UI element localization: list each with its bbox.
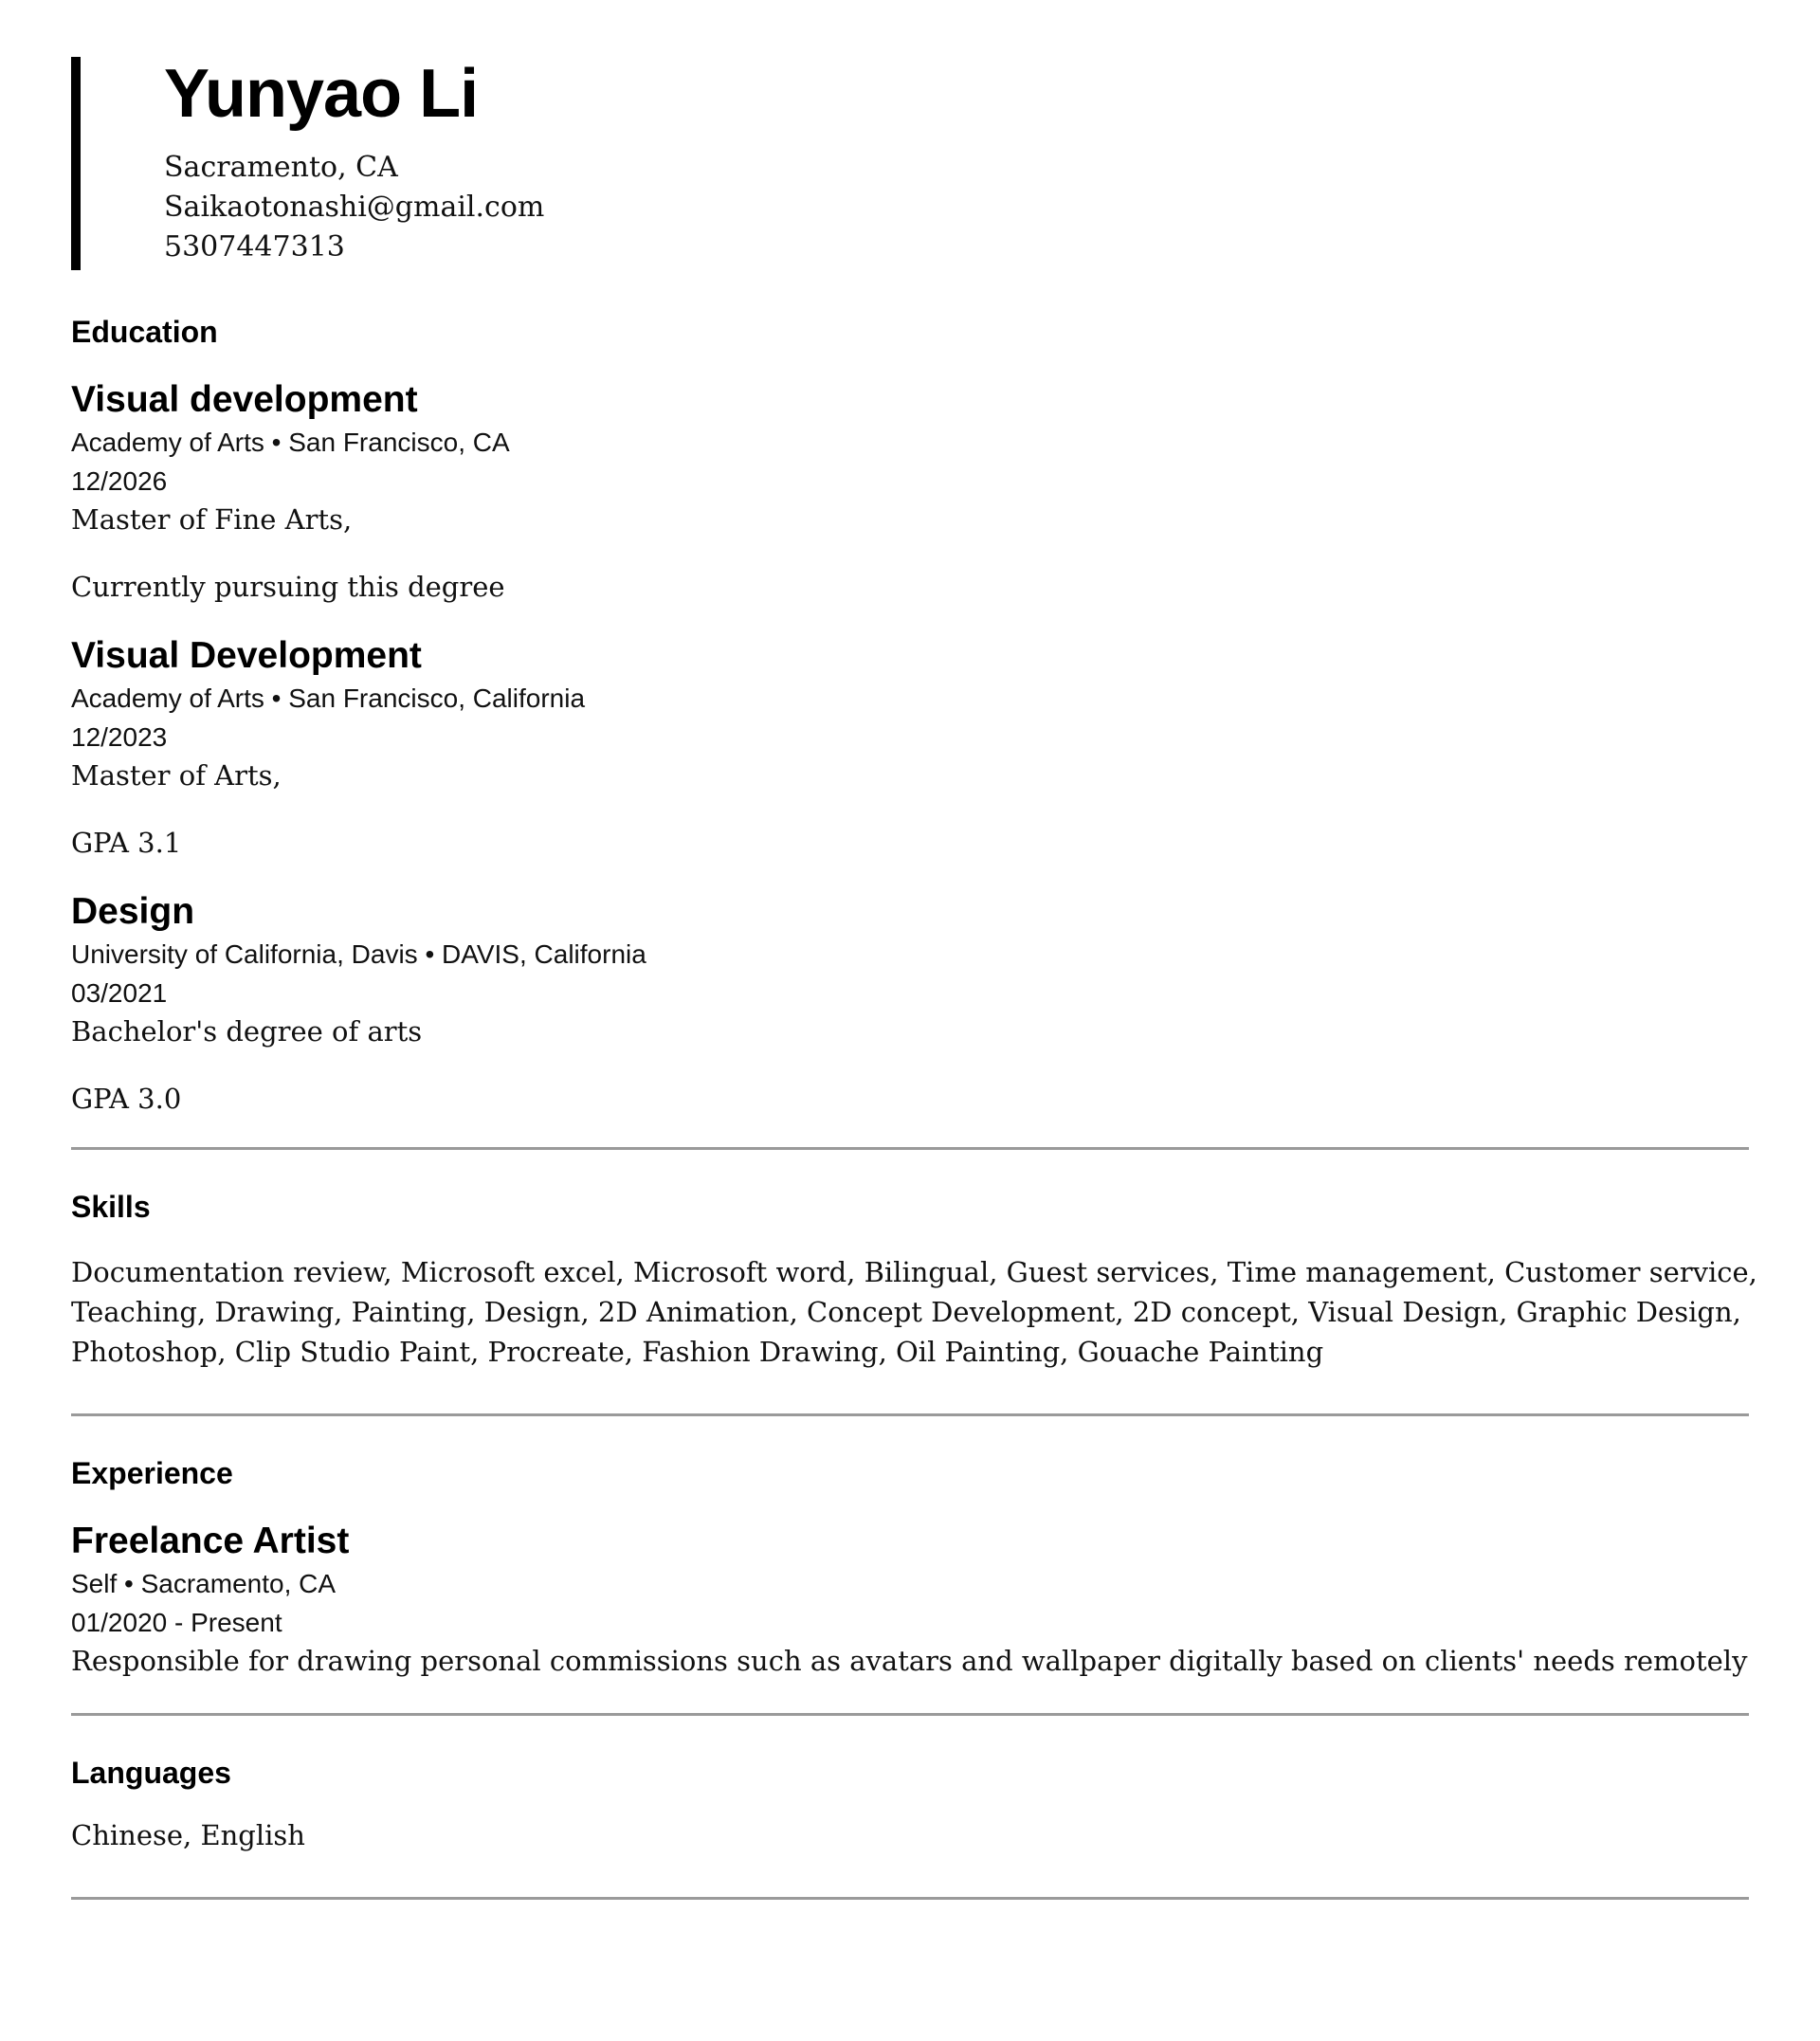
education-entry: [71, 889, 1749, 1119]
languages-heading: Languages: [71, 1756, 231, 1790]
education-field: Design: [71, 891, 195, 932]
contact-location: Sacramento, CA: [164, 151, 398, 184]
education-note: Currently pursuing this degree: [71, 571, 505, 603]
education-date: 03/2021: [71, 978, 168, 1008]
education-degree: Master of Fine Arts,: [71, 503, 353, 536]
education-degree: Bachelor's degree of arts: [71, 1015, 423, 1048]
contact-info: [164, 148, 544, 267]
contact-email: Saikaotonashi@gmail.com: [164, 191, 545, 224]
education-note: GPA 3.0: [71, 1083, 182, 1115]
education-school: Academy of Arts • San Francisco, CA: [71, 428, 510, 457]
education-field: Visual Development: [71, 635, 422, 676]
section-divider: [71, 1413, 1749, 1416]
contact-phone: 5307447313: [164, 230, 345, 264]
education-school: University of California, Davis • DAVIS, California: [71, 939, 646, 969]
education-field: Visual development: [71, 379, 418, 420]
education-degree: Master of Arts,: [71, 759, 282, 792]
experience-role: Freelance Artist: [71, 1521, 350, 1561]
experience-description: Responsible for drawing personal commissions such as avatars and wallpaper digitally based on clients' needs remotely: [71, 1645, 1748, 1677]
education-entry: [71, 633, 1749, 863]
header-accent-bar: [71, 57, 81, 270]
skills-list: Documentation review, Microsoft excel, Microsoft word, Bilingual, Guest services, Time management, Customer service, Teaching, Drawing, Painting, Design, 2D Animation, Concept Development, 2D concept, Visual Design, Graphic Design, Photoshop, Clip Studio Paint, Procreate, Fashion Drawing, Oil Painting, Gouache Painting: [71, 1256, 1757, 1368]
skills-section: [71, 1188, 1757, 1372]
education-section: [71, 313, 1749, 1119]
section-divider: [71, 1713, 1749, 1716]
header-content: [164, 57, 544, 267]
experience-section: [71, 1454, 1749, 1681]
education-date: 12/2023: [71, 722, 168, 752]
education-heading: Education: [71, 315, 218, 349]
education-date: 12/2026: [71, 466, 168, 496]
resume-header: [71, 57, 1749, 270]
experience-heading: Experience: [71, 1456, 233, 1490]
languages-section: [71, 1754, 1749, 1855]
experience-dates: 01/2020 - Present: [71, 1608, 282, 1637]
education-note: GPA 3.1: [71, 827, 182, 859]
section-divider: [71, 1897, 1749, 1900]
languages-list: Chinese, English: [71, 1819, 305, 1851]
section-divider: [71, 1147, 1749, 1150]
experience-entry: [71, 1519, 1749, 1681]
experience-employer: Self • Sacramento, CA: [71, 1569, 337, 1598]
resume-page: [0, 57, 1820, 2041]
skills-heading: Skills: [71, 1190, 151, 1224]
candidate-name: Yunyao Li: [164, 56, 479, 132]
education-school: Academy of Arts • San Francisco, California: [71, 683, 586, 713]
education-entry: [71, 377, 1749, 607]
